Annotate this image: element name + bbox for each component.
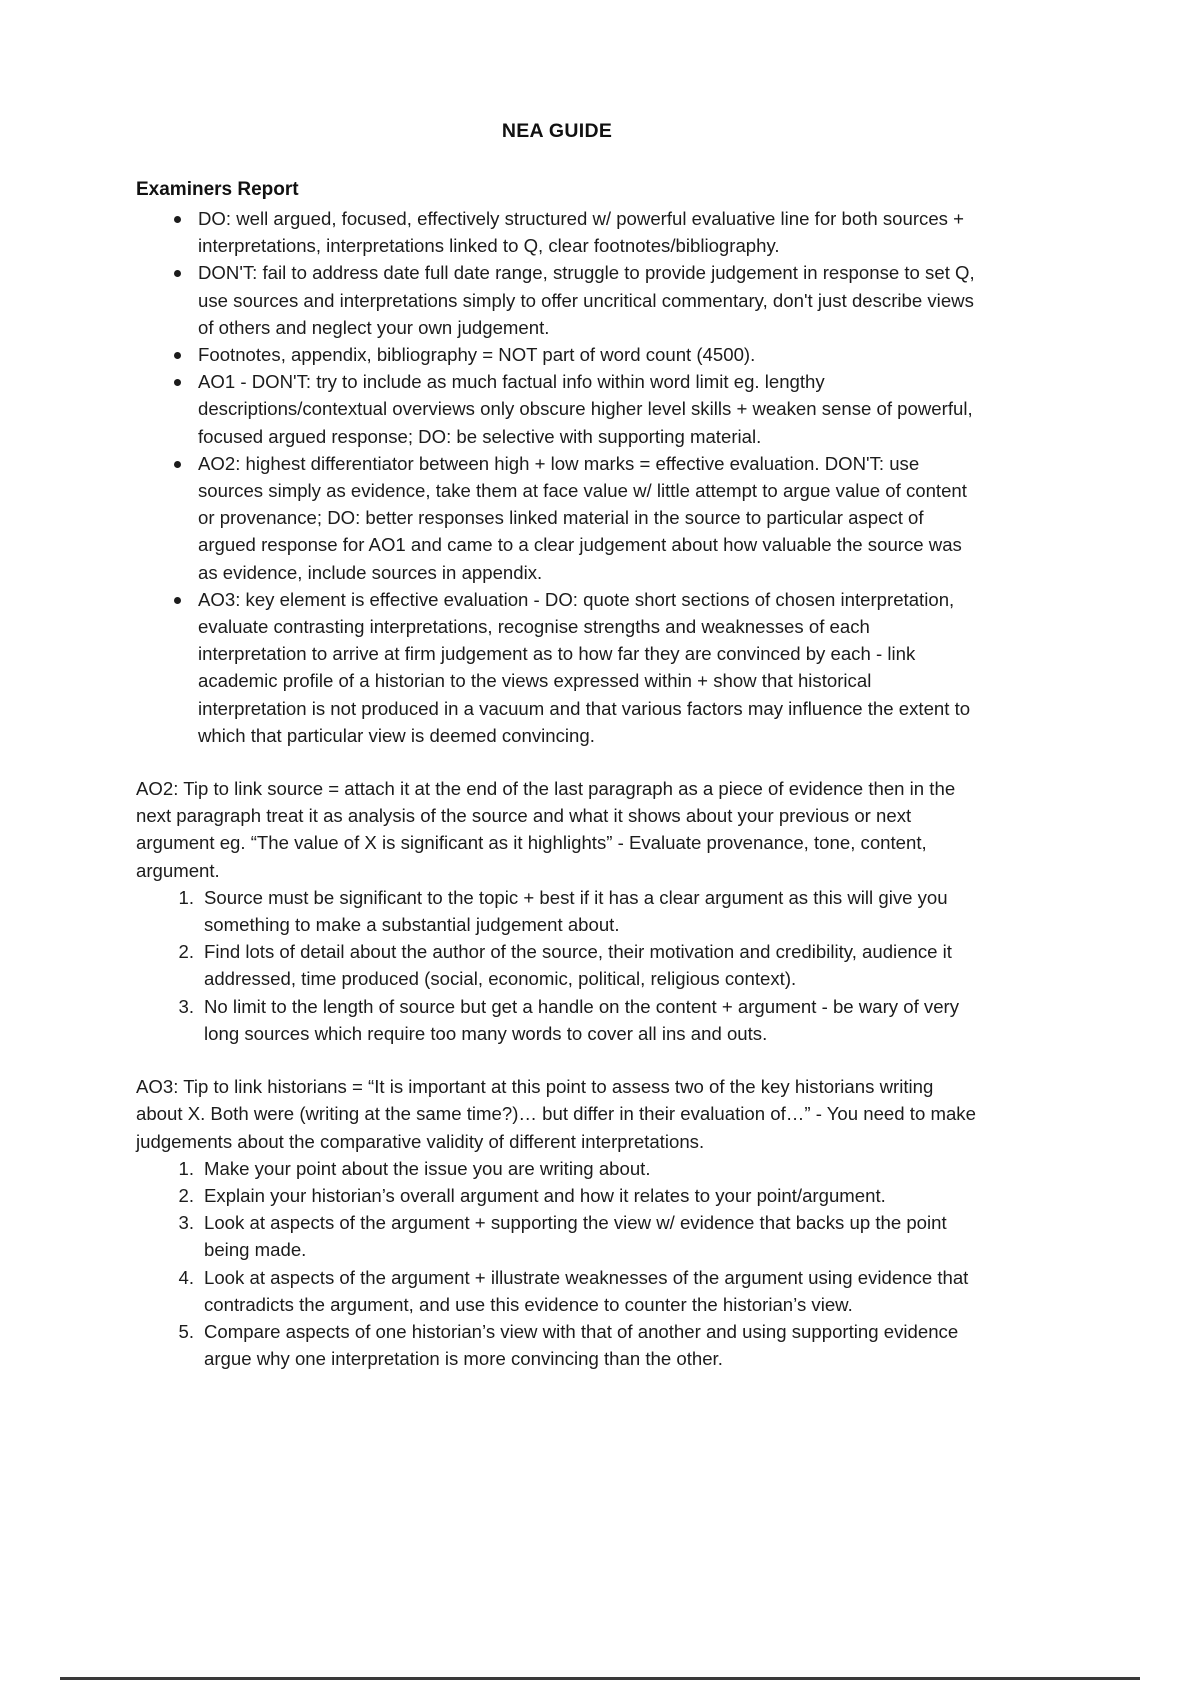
list-item: Look at aspects of the argument + illustrate weaknesses of the argument using evidence that contradicts the argument, and use this evidence to counter the historian’s view. [204,1266,969,1315]
ao3-paragraph: AO3: Tip to link historians = “It is important at this point to assess two of the key historians writing about X. Both were (writing at the same time?)… but differ in their evaluation of…” - You need to make judgements about the comparative validity of different interpretations. [136,1076,976,1152]
list-item: DO: well argued, focused, effectively structured w/ powerful evaluative line for both sources + interpretations, interpretations linked to Q, clear footnotes/bibliography. [166,205,978,259]
spacer [136,1047,978,1073]
page-title: NEA GUIDE [501,120,613,142]
spacer [136,749,978,775]
list-item: Source must be significant to the topic + best if it has a clear argument as this will give you something to make a substantial judgement about. [204,886,948,936]
list-item: Make your point about the issue you are writing about. [204,1157,651,1179]
page-bottom-rule [60,1677,1140,1680]
list-item: Footnotes, appendix, bibliography = NOT part of word count (4500). [166,341,978,368]
list-item: AO3: key element is effective evaluation - DO: quote short sections of chosen interpretation, evaluate contrasting interpretations, recognise strengths and weaknesses of each interpretation to arrive at firm judgement as to how far they are convinced by each - link academic profile of a historian to the views expressed within + show that historical interpretation is not produced in a vacuum and that various factors may influence the extent to which that particular view is deemed convincing. [166,586,978,749]
section-heading-examiners-report: Examiners Report [136,179,299,200]
list-item: Compare aspects of one historian’s view with that of another and using supporting evidence argue why one interpretation is more convincing than the other. [204,1320,959,1370]
scan-edge-right [1194,0,1200,1700]
scan-edge-left [0,0,6,1700]
list-item: AO1 - DON'T: try to include as much factual info within word limit eg. lengthy descriptions/contextual overviews only obscure higher level skills + weaken sense of powerful, focused argued response; DO: be selective with supporting material. [166,368,978,450]
ao3-numbered-list [136,1155,978,1373]
list-item: No limit to the length of source but get a handle on the content + argument - be wary of very long sources which require too many words to cover all ins and outs. [204,995,960,1044]
ao2-numbered-list [136,884,978,1047]
list-item: AO2: highest differentiator between high + low marks = effective evaluation. DON'T: use sources simply as evidence, take them at face value w/ little attempt to argue value of content or provenance; DO: better responses linked material in the source to particular aspect of argued response for AO1 and came to a clear judgement about how valuable the source was as evidence, include sources in appendix. [166,450,978,586]
document-content [136,120,978,1372]
examiners-report-bullet-list [136,205,978,749]
list-item: DON'T: fail to address date full date range, struggle to provide judgement in response to set Q, use sources and interpretations simply to offer uncritical commentary, don't just describe views of others and neglect your own judgement. [166,259,978,341]
ao2-paragraph: AO2: Tip to link source = attach it at the end of the last paragraph as a piece of evidence then in the next paragraph treat it as analysis of the source and what it shows about your previous or next argument eg. “The value of X is significant as it highlights” - Evaluate provenance, tone, content, argument. [136,778,956,881]
list-item: Explain your historian’s overall argument and how it relates to your point/argument. [204,1184,886,1206]
list-item: Find lots of detail about the author of the source, their motivation and credibility, audience it addressed, time produced (social, economic, political, religious context). [204,941,952,990]
list-item: Look at aspects of the argument + supporting the view w/ evidence that backs up the point being made. [204,1212,947,1261]
